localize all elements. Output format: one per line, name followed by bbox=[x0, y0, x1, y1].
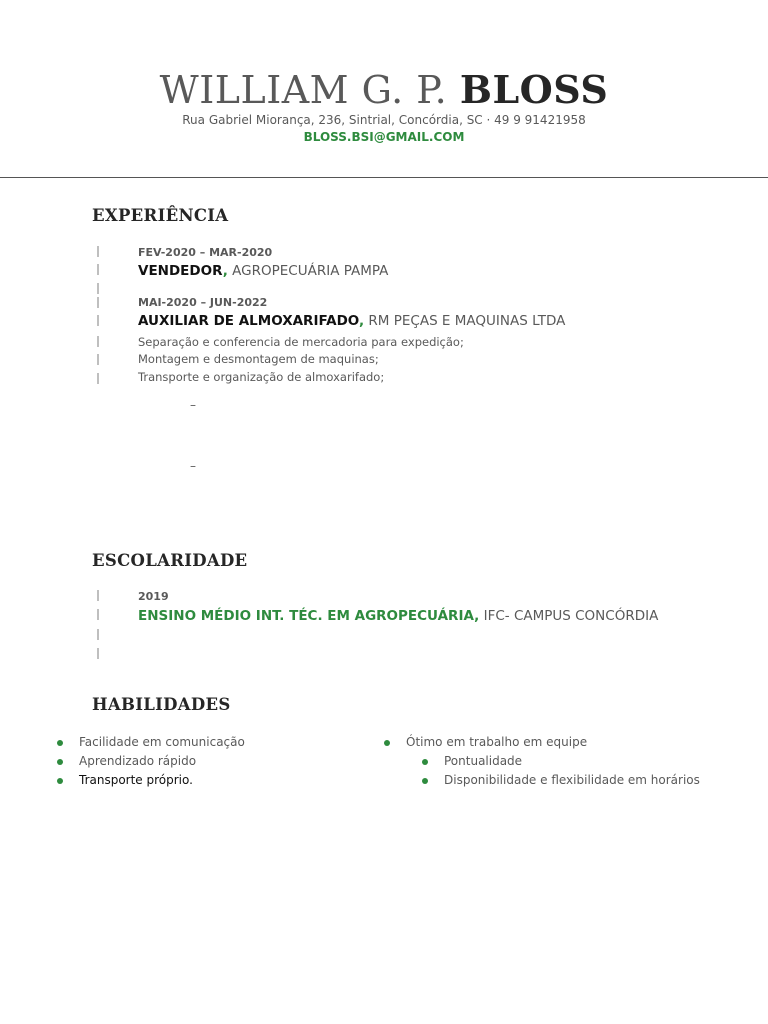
header-divider bbox=[0, 177, 768, 178]
bullet-icon bbox=[57, 778, 63, 784]
job-title: AUXILIAR DE ALMOXARIFADO bbox=[138, 313, 359, 329]
timeline-tick bbox=[97, 629, 99, 640]
job-task: Montagem e desmontagem de maquinas; bbox=[138, 352, 379, 366]
job-role-line bbox=[138, 313, 565, 329]
bullet-icon bbox=[57, 759, 63, 765]
skill-item: Ótimo em trabalho em equipe bbox=[406, 735, 588, 749]
job-dates: MAI-2020 – JUN-2022 bbox=[138, 296, 268, 309]
timeline-tick bbox=[97, 283, 99, 294]
job-task: Transporte e organização de almoxarifado; bbox=[138, 370, 385, 384]
timeline-tick bbox=[97, 246, 99, 257]
first-names: WILLIAM G. P. bbox=[159, 68, 448, 112]
education-school: IFC- CAMPUS CONCÓRDIA bbox=[479, 608, 659, 624]
dash-mark: – bbox=[190, 459, 196, 473]
experience-heading: EXPERIÊNCIA bbox=[92, 206, 229, 225]
skill-item: Disponibilidade e flexibilidade em horários bbox=[444, 773, 700, 787]
job-role-line bbox=[138, 263, 388, 279]
skill-item: Pontualidade bbox=[444, 754, 523, 768]
education-year: 2019 bbox=[138, 590, 169, 603]
bullet-icon bbox=[422, 759, 428, 765]
bullet-icon bbox=[422, 778, 428, 784]
job-separator: , bbox=[358, 313, 365, 329]
bullet-icon bbox=[384, 740, 390, 746]
dash-mark: – bbox=[190, 398, 196, 412]
education-line bbox=[138, 608, 658, 624]
timeline-tick bbox=[97, 354, 99, 365]
skills-heading: HABILIDADES bbox=[92, 695, 231, 714]
timeline-tick bbox=[97, 297, 99, 308]
timeline-tick bbox=[97, 648, 99, 659]
timeline-tick bbox=[97, 336, 99, 347]
education-heading: ESCOLARIDADE bbox=[92, 551, 248, 570]
timeline-tick bbox=[97, 590, 99, 601]
job-dates: FEV-2020 – MAR-2020 bbox=[138, 246, 273, 259]
resume-name bbox=[0, 66, 768, 114]
timeline-tick bbox=[97, 315, 99, 326]
education-degree: ENSINO MÉDIO INT. TÉC. EM AGROPECUÁRIA bbox=[138, 608, 475, 624]
job-company: RM PEÇAS E MAQUINAS LTDA bbox=[364, 313, 566, 329]
job-separator: , bbox=[222, 263, 228, 279]
job-title: VENDEDOR bbox=[138, 263, 223, 279]
skill-item: Facilidade em comunicação bbox=[79, 735, 245, 749]
contact-line: Rua Gabriel Miorança, 236, Sintrial, Concórdia, SC · 49 9 91421958 bbox=[182, 113, 586, 127]
bullet-icon bbox=[57, 740, 63, 746]
last-name: BLOSS bbox=[459, 67, 609, 112]
job-company: AGROPECUÁRIA PAMPA bbox=[227, 263, 389, 279]
skill-item: Aprendizado rápido bbox=[79, 754, 197, 768]
email-address: BLOSS.BSI@GMAIL.COM bbox=[303, 130, 465, 144]
job-task: Separação e conferencia de mercadoria para expedição; bbox=[138, 335, 464, 349]
skill-item: Transporte próprio. bbox=[79, 773, 193, 787]
timeline-tick bbox=[97, 373, 99, 384]
timeline-tick bbox=[97, 264, 99, 275]
timeline-tick bbox=[97, 609, 99, 620]
education-separator: , bbox=[474, 608, 480, 624]
